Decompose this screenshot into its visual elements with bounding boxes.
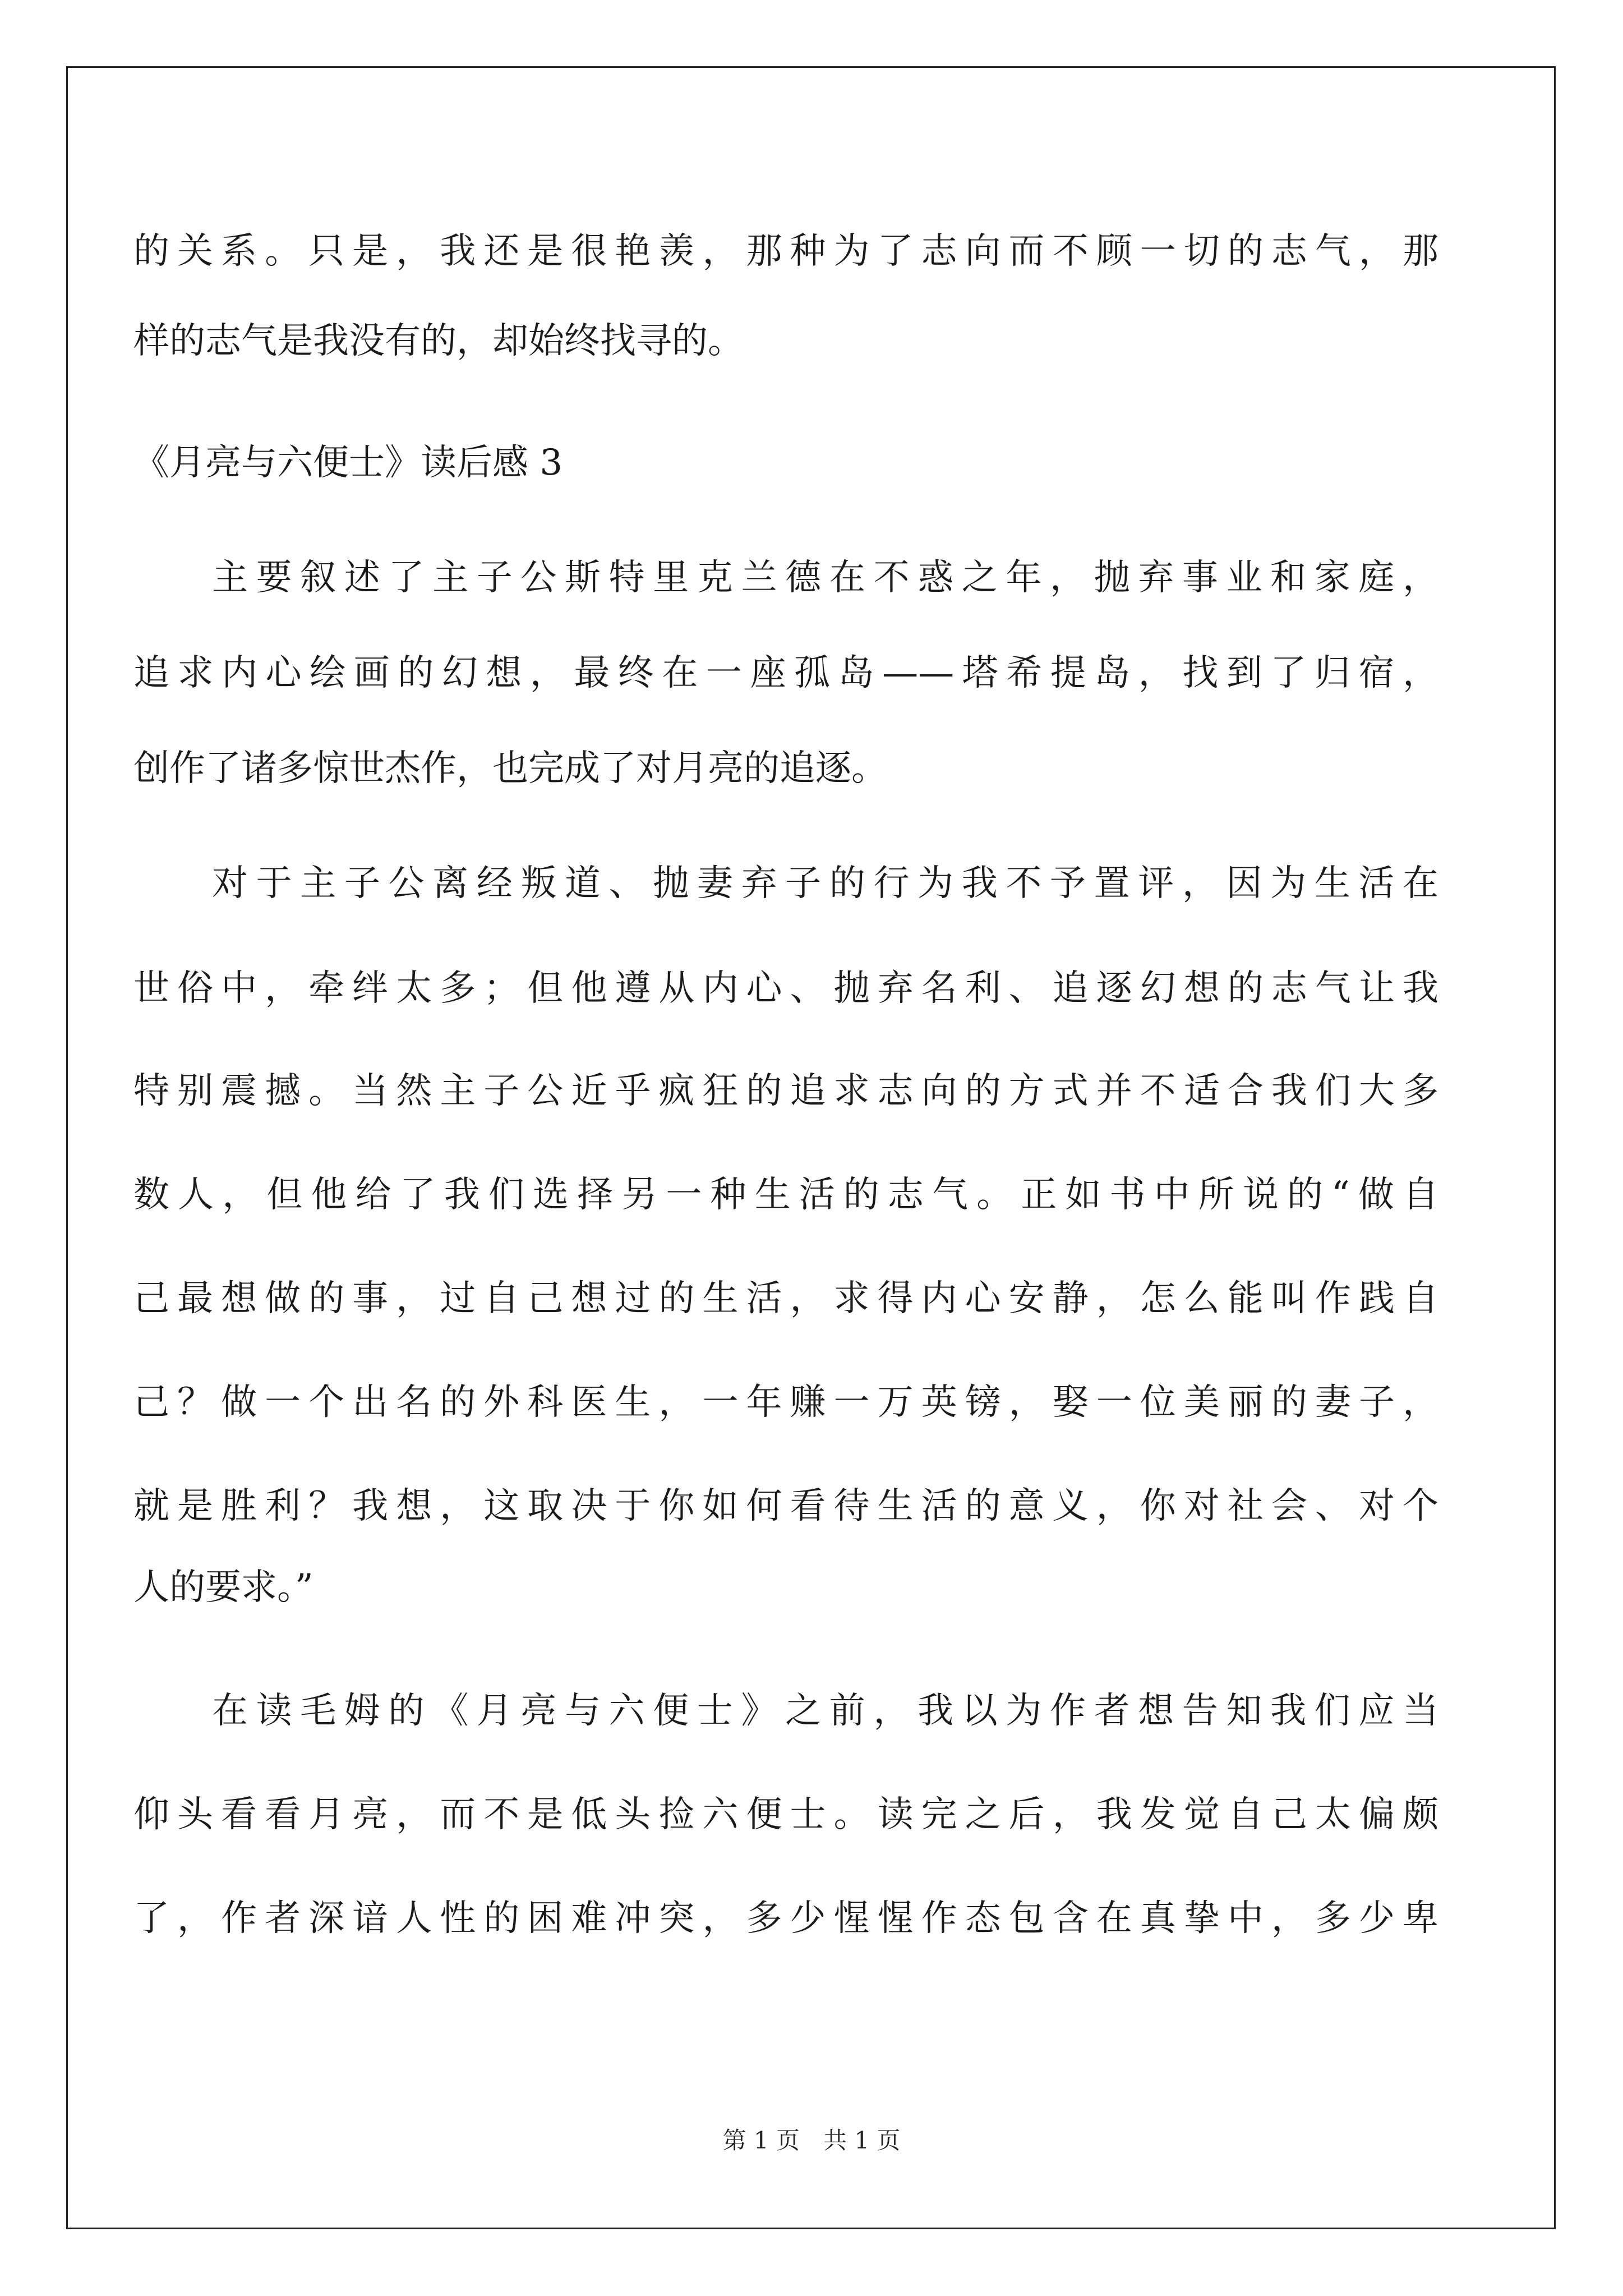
text-line: 人的要求。” [133, 1567, 313, 1608]
text-line: 仰头看看月亮，而不是低头捡六便士。读完之后，我发觉自己太偏颇 [133, 1794, 1438, 1835]
paragraph-first-line: 对于主子公离经叛道、抛妻弃子的行为我不予置评，因为生活在 [212, 863, 1438, 904]
text-line: 就是胜利？我想，这取决于你如何看待生活的意义，你对社会、对个 [133, 1485, 1438, 1527]
text-line: 特别震撼。当然主子公近乎疯狂的追求志向的方式并不适合我们大多 [133, 1070, 1438, 1112]
text-line: 己最想做的事，过自己想过的生活，求得内心安静，怎么能叫作践自 [133, 1278, 1438, 1319]
paragraph-first-line: 在读毛姆的《月亮与六便士》之前，我以为作者想告知我们应当 [212, 1690, 1438, 1732]
text-line: 追求内心绘画的幻想，最终在一座孤岛——塔希提岛，找到了归宿， [133, 652, 1438, 694]
text-line: 己？做一个出名的外科医生，一年赚一万英镑，娶一位美丽的妻子， [133, 1382, 1438, 1423]
text-line: 样的志气是我没有的，却始终找寻的。 [133, 320, 744, 362]
text-line: 世俗中，牵绊太多；但他遵从内心、抛弃名利、追逐幻想的志气让我 [133, 968, 1438, 1009]
text-line: 数人，但他给了我们选择另一种生活的志气。正如书中所说的“做自 [133, 1174, 1438, 1216]
text-line: 的关系。只是，我还是很艳羡，那种为了志向而不顾一切的志气，那 [133, 231, 1438, 272]
text-line: 创作了诸多惊世杰作，也完成了对月亮的追逐。 [133, 748, 887, 789]
section-heading: 《月亮与六便士》读后感 3 [133, 442, 563, 484]
paragraph-first-line: 主要叙述了主子公斯特里克兰德在不惑之年，抛弃事业和家庭， [212, 557, 1438, 599]
text-line: 了，作者深谙人性的困难冲突，多少惺惺作态包含在真挚中，多少卑 [133, 1898, 1438, 1939]
page-footer: 第 1 页 共 1 页 [722, 2127, 901, 2154]
